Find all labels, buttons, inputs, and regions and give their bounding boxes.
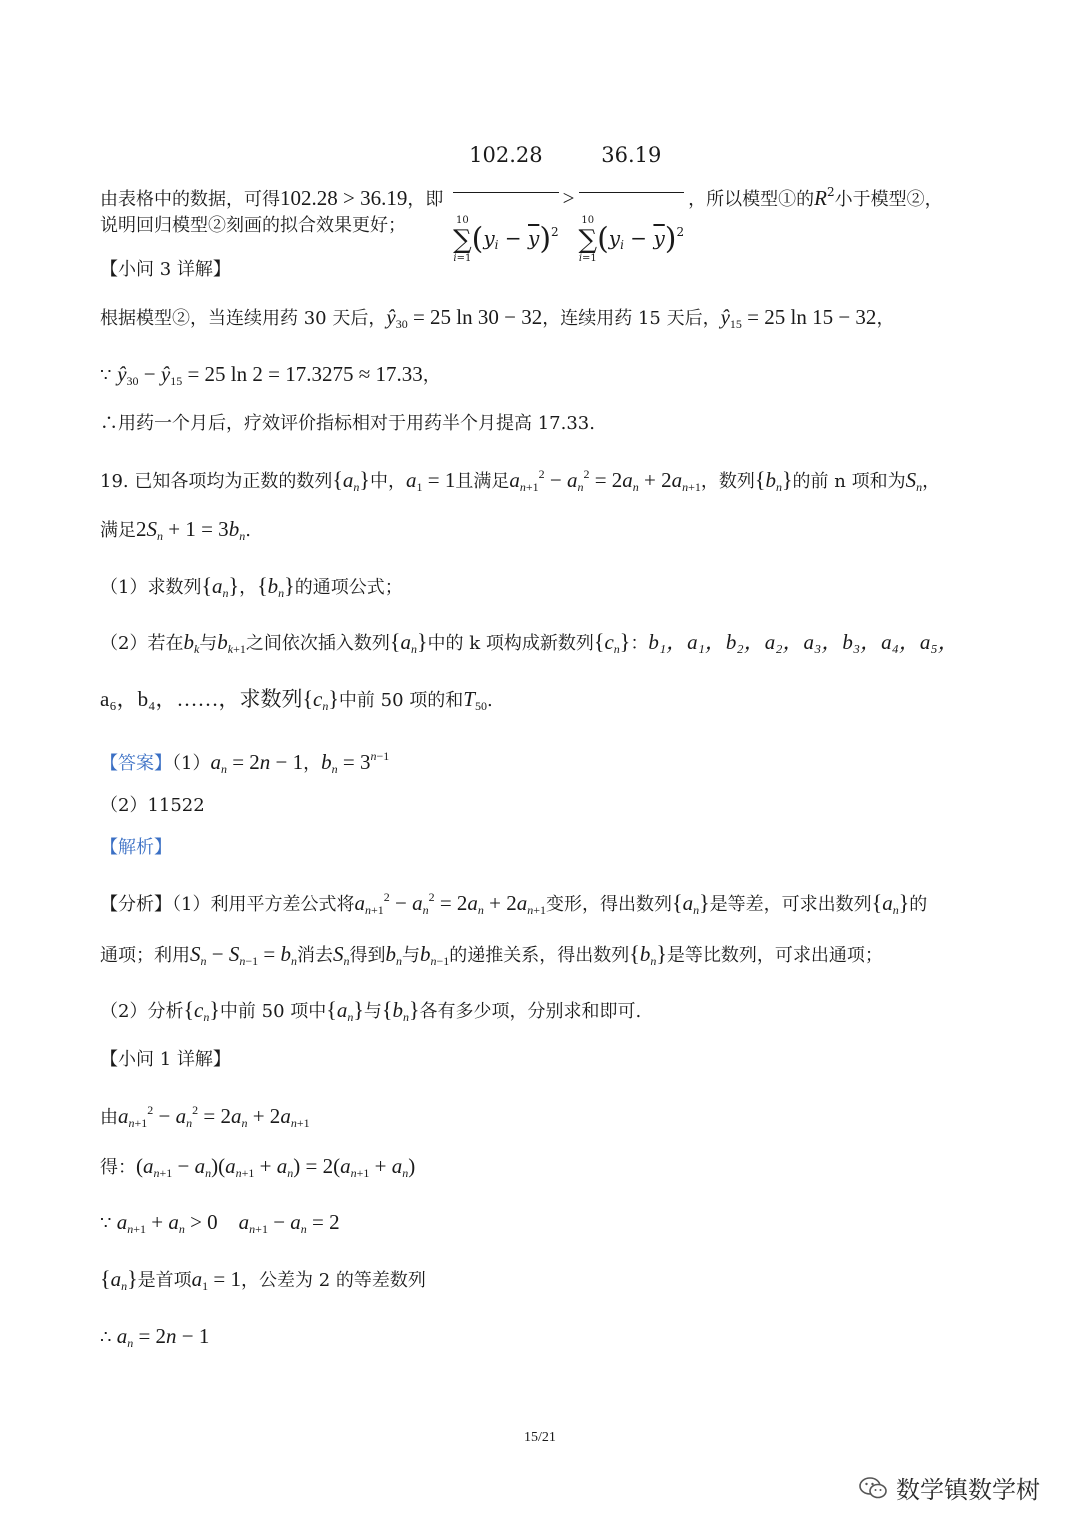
part-1: （1）求数列$\{a_n\}$，$\{b_n\}$的通项公式； [100, 573, 403, 600]
section-heading-3: 【小问 3 详解】 [100, 259, 231, 280]
solution-line-5: ∴ $a_n = 2n - 1$ [100, 1324, 210, 1350]
fraction-2: 36.19 10 ∑ i=1 $(y_i - \overline{y})^2$ [579, 120, 685, 280]
analysis-line-1: 【分析】（1）利用平方差公式将$a_{n+1}^2 - a_n^2 = 2a_n + 2a_{n+1}$变形，得出数列$\{a_n\}$是等差，可求出数列$\{a_n\}$的 [100, 890, 928, 917]
text-line-5: ∵ $ŷ_{30}$ − $ŷ_{15} = 25$ ln 2 = 17.3275 ≈ 17.33， [100, 362, 441, 388]
text: 由表格中的数据，可得 [100, 189, 280, 210]
analysis-line-2: 通项；利用$S_n - S_{n-1} = b_n$消去$S_n$得到$b_n$与$b_{n-1}$的递推关系，得出数列$\{b_n\}$是等比数列，可求出通项； [100, 941, 883, 968]
solution-line-2: 得：$(a_{n+1} - a_n)(a_{n+1} + a_n) = 2(a_{n+1} + a_n)$ [100, 1154, 416, 1180]
section-heading-1: 【小问 1 详解】 [100, 1049, 231, 1070]
r-squared: R [814, 186, 827, 210]
text-line-4: 根据模型②，当连续用药 30 天后，$ŷ_{30} = 25$ ln 30 − 32，连续用药 15 天后，$ŷ_{15} = 25$ ln 15 − 32， [100, 305, 895, 331]
wechat-icon [858, 1475, 888, 1501]
gt-sign: > [562, 186, 575, 210]
question-19-line-2: 满足$2S_n + 1 = 3b_n$. [100, 517, 251, 543]
answer-tag: 【答案】 [100, 753, 172, 774]
text: 小于模型②， [834, 189, 943, 210]
solution-line-1: 由$a_{n+1}^2 - a_n^2 = 2a_n + 2a_{n+1}$ [100, 1103, 310, 1130]
part-2-line-2: a₆，b₄，……，求数列$\{c_n\}$中前 50 项的和$T_{50}$. [100, 686, 493, 713]
text-line-2: 说明回归模型②刻画的拟合效果更好； [100, 215, 406, 236]
text: ，即 [407, 189, 444, 210]
solution-line-4: $\{a_n\}$是首项$a_1 = 1$，公差为 2 的等差数列 [100, 1266, 426, 1293]
math-inequality: 102.28 > 36.19 [280, 186, 408, 210]
text-line-6: ∴用药一个月后，疗效评价指标相对于用药半个月提高 17.33. [100, 413, 595, 434]
question-19-line-1: 19. 已知各项均为正数的数列$\{a_n\}$中，$a_1 = 1$且满足$a_{n+1}^2 - a_n^2 = 2a_n + 2a_{n+1}$，数列$\{b_n\}$的前 n 项和为$S_n$， [100, 467, 941, 494]
fraction-1: 102.28 10 ∑ i=1 $(y_i - \overline{y})^2$ [453, 120, 559, 280]
answer-line-2: （2）11522 [100, 795, 205, 816]
watermark-text: 数学镇数学树 [896, 1476, 1040, 1504]
answer-line-1: 【答案】$(1)a_n = 2n - 1$，$b_n = 3^{n-1}$ [100, 749, 390, 776]
watermark [858, 1470, 1040, 1505]
page-number: 15/21 [524, 1430, 556, 1445]
analysis-line-3: （2）分析$\{c_n\}$中前 50 项中$\{a_n\}$与$\{b_n\}$各有多少项，分别求和即可. [100, 997, 642, 1024]
analysis-tag: 【解析】 [100, 837, 172, 858]
part-2-line-1: （2）若在$b_k$与$b_{k+1}$之间依次插入数列$\{a_n\}$中的 k 项构成新数列$\{c_n\}$：b₁，a₁，b₂，a₂，a₃，b₃，a₄，a₅， [100, 629, 959, 656]
text: ，所以模型①的 [688, 189, 815, 210]
text-line-1: 由表格中的数据，可得102.28 > 36.19，即 102.28 10 ∑ i=1 $(y_i - \overline{y})^2$ > 36.19 10 ∑ i=1 $(y_i - \overline{y})^2$ ，所以模型①的$R^2$小于模型②， [100, 120, 1020, 190]
solution-line-3: ∵ $a_{n+1} + a_n > 0$ $a_{n+1} - a_n = 2$ [100, 1210, 340, 1236]
